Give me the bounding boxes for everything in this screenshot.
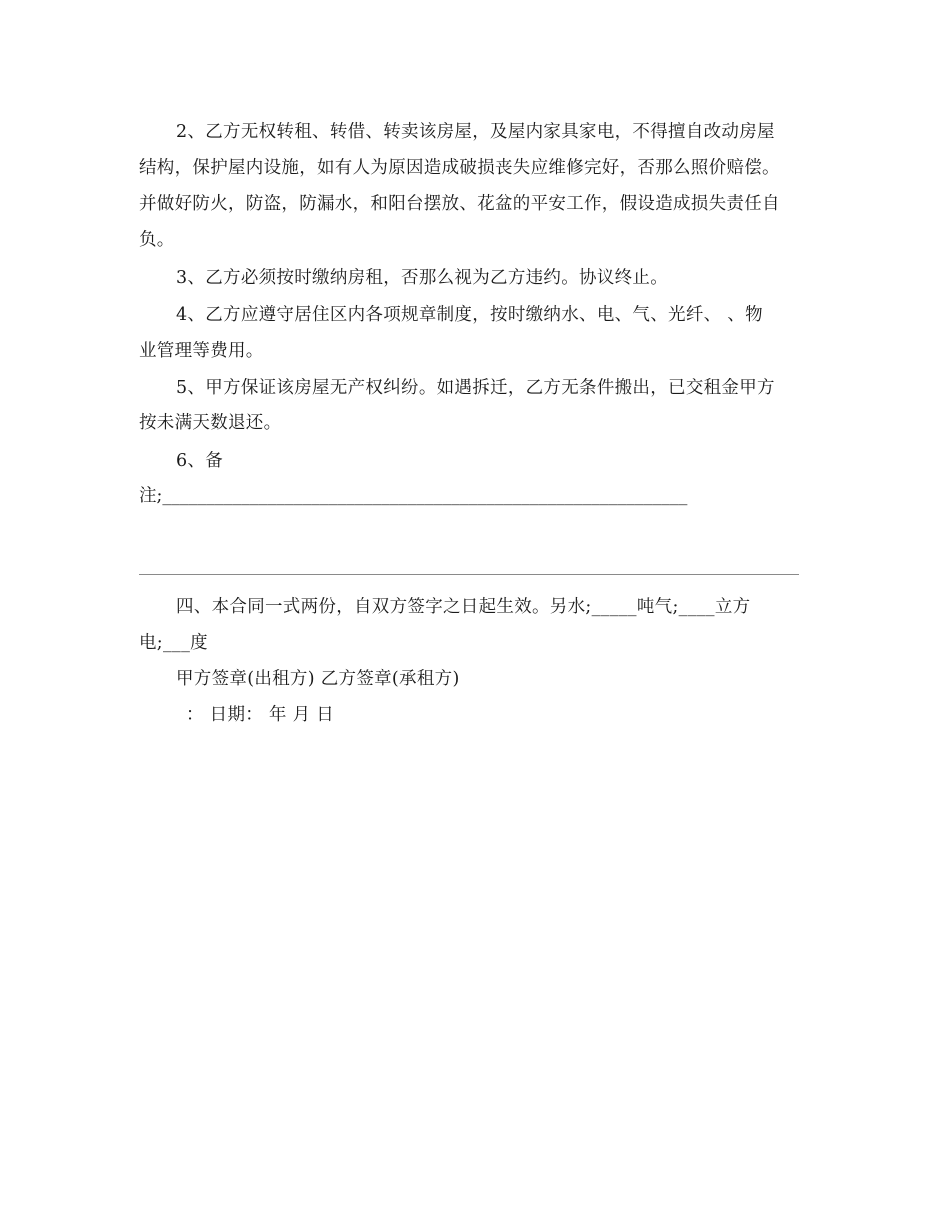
clause-6-line-1: 6、备 — [176, 451, 224, 471]
clause-2-line-2: 结构，保护屋内设施，如有人为原因造成破损丧失应维修完好，否那么照价赔偿。 — [139, 158, 780, 178]
clause-4-line-2: 业管理等费用。 — [139, 341, 264, 361]
clause-6-remarks-line: 注;____________________________________________________________ — [139, 486, 688, 506]
clause-4-line-1: 4、乙方应遵守居住区内各项规章制度，按时缴纳水、电、气、光纤、 、物 — [176, 305, 763, 325]
section-4-line-1: 四、本合同一式两份，自双方签字之日起生效。另水;_____吨气;____立方 — [176, 597, 751, 617]
clause-5-line-1: 5、甲方保证该房屋无产权纠纷。如遇拆迁，乙方无条件搬出，已交租金甲方 — [176, 378, 775, 398]
signature-parties: 甲方签章(出租方) 乙方签章(承租方) — [176, 669, 460, 689]
clause-5-line-2: 按未满天数退还。 — [139, 413, 282, 433]
clause-2-line-4: 负。 — [139, 230, 175, 250]
clause-2-line-3: 并做好防火，防盗，防漏水，和阳台摆放、花盆的平安工作，假设造成损失责任自 — [139, 194, 780, 214]
horizontal-rule — [139, 574, 799, 575]
section-4-line-2: 电;___度 — [139, 633, 208, 653]
signature-date: ： 日期： 年 月 日 — [186, 705, 335, 725]
clause-3-line-1: 3、乙方必须按时缴纳房租，否那么视为乙方违约。协议终止。 — [176, 268, 669, 288]
clause-2-line-1: 2、乙方无权转租、转借、转卖该房屋，及屋内家具家电，不得擅自改动房屋 — [176, 122, 775, 142]
